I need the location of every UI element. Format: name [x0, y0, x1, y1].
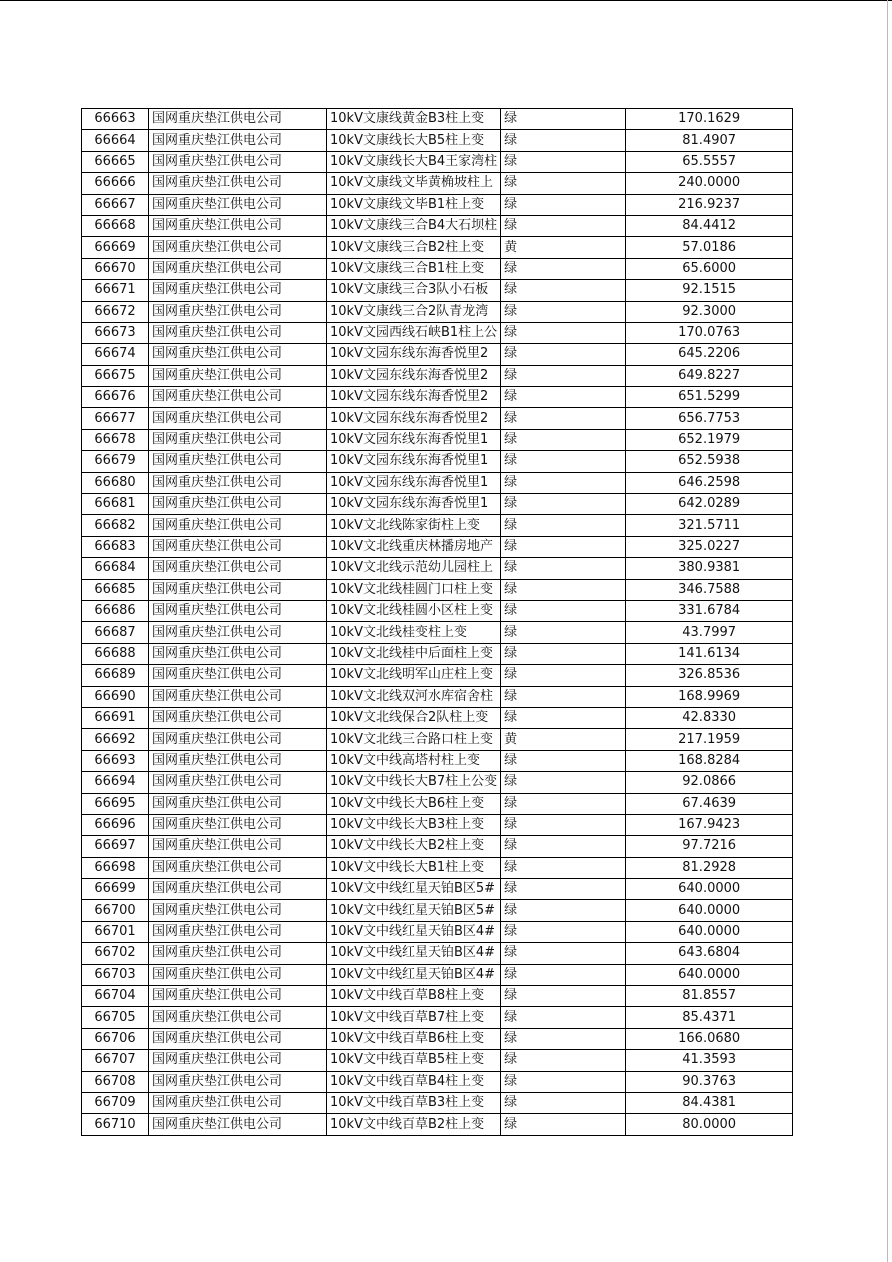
value-cell: 67.4639 — [626, 793, 793, 814]
transformer-name-cell: 10kV文北线示范幼儿园柱上 — [327, 558, 501, 579]
row-id-cell: 66688 — [82, 643, 149, 664]
row-id-cell: 66701 — [82, 921, 149, 942]
company-name-cell: 国网重庆垫江供电公司 — [149, 879, 327, 900]
value-cell: 380.9381 — [626, 558, 793, 579]
company-name-cell: 国网重庆垫江供电公司 — [149, 151, 327, 172]
row-id-cell: 66667 — [82, 194, 149, 215]
transformer-name-cell: 10kV文园东线东海香悦里1 — [327, 451, 501, 472]
table-row — [82, 109, 793, 130]
row-id-cell: 66707 — [82, 1050, 149, 1071]
table-row — [82, 814, 793, 835]
company-name-cell: 国网重庆垫江供电公司 — [149, 836, 327, 857]
row-id-cell: 66673 — [82, 322, 149, 343]
table-row — [82, 429, 793, 450]
table-row — [82, 579, 793, 600]
value-cell: 321.5711 — [626, 515, 793, 536]
row-id-cell: 66693 — [82, 750, 149, 771]
status-cell: 绿 — [501, 1050, 626, 1071]
company-name-cell: 国网重庆垫江供电公司 — [149, 686, 327, 707]
value-cell: 326.8536 — [626, 665, 793, 686]
page-top-border — [0, 0, 892, 1]
value-cell: 170.0763 — [626, 322, 793, 343]
transformer-name-cell: 10kV文中线长大B1柱上变 — [327, 857, 501, 878]
status-cell: 绿 — [501, 536, 626, 557]
status-cell: 绿 — [501, 387, 626, 408]
status-cell: 绿 — [501, 1114, 626, 1135]
row-id-cell: 66710 — [82, 1114, 149, 1135]
transformer-name-cell: 10kV文中线长大B3柱上变 — [327, 814, 501, 835]
value-cell: 645.2206 — [626, 344, 793, 365]
row-id-cell: 66668 — [82, 215, 149, 236]
row-id-cell: 66709 — [82, 1092, 149, 1113]
status-cell: 绿 — [501, 194, 626, 215]
company-name-cell: 国网重庆垫江供电公司 — [149, 237, 327, 258]
status-cell: 绿 — [501, 1092, 626, 1113]
table-row — [82, 258, 793, 279]
row-id-cell: 66674 — [82, 344, 149, 365]
transformer-name-cell: 10kV文园东线东海香悦里2 — [327, 344, 501, 365]
value-cell: 640.0000 — [626, 879, 793, 900]
transformer-name-cell: 10kV文康线黄金B3柱上变 — [327, 109, 501, 130]
transformer-name-cell: 10kV文中线百草B8柱上变 — [327, 986, 501, 1007]
table-row — [82, 921, 793, 942]
value-cell: 90.3763 — [626, 1071, 793, 1092]
row-id-cell: 66708 — [82, 1071, 149, 1092]
table-row — [82, 515, 793, 536]
transformer-name-cell: 10kV文中线百草B4柱上变 — [327, 1071, 501, 1092]
table-row — [82, 1071, 793, 1092]
status-cell: 绿 — [501, 1007, 626, 1028]
transformer-name-cell: 10kV文中线长大B7柱上公变 — [327, 772, 501, 793]
table-row — [82, 408, 793, 429]
status-cell: 绿 — [501, 280, 626, 301]
company-name-cell: 国网重庆垫江供电公司 — [149, 793, 327, 814]
transformer-name-cell: 10kV文中线高塔村柱上变 — [327, 750, 501, 771]
company-name-cell: 国网重庆垫江供电公司 — [149, 515, 327, 536]
row-id-cell: 66696 — [82, 814, 149, 835]
company-name-cell: 国网重庆垫江供电公司 — [149, 365, 327, 386]
row-id-cell: 66694 — [82, 772, 149, 793]
table-row — [82, 707, 793, 728]
status-cell: 绿 — [501, 130, 626, 151]
transformer-name-cell: 10kV文中线百草B3柱上变 — [327, 1092, 501, 1113]
value-cell: 84.4412 — [626, 215, 793, 236]
status-cell: 绿 — [501, 986, 626, 1007]
table-row — [82, 964, 793, 985]
company-name-cell: 国网重庆垫江供电公司 — [149, 344, 327, 365]
transformer-name-cell: 10kV文北线明军山庄柱上变 — [327, 665, 501, 686]
transformer-name-cell: 10kV文北线保合2队柱上变 — [327, 707, 501, 728]
status-cell: 绿 — [501, 707, 626, 728]
value-cell: 325.0227 — [626, 536, 793, 557]
status-cell: 绿 — [501, 258, 626, 279]
status-cell: 绿 — [501, 494, 626, 515]
transformer-name-cell: 10kV文康线三合2队青龙湾 — [327, 301, 501, 322]
company-name-cell: 国网重庆垫江供电公司 — [149, 408, 327, 429]
row-id-cell: 66692 — [82, 729, 149, 750]
row-id-cell: 66671 — [82, 280, 149, 301]
company-name-cell: 国网重庆垫江供电公司 — [149, 943, 327, 964]
value-cell: 80.0000 — [626, 1114, 793, 1135]
value-cell: 331.6784 — [626, 600, 793, 621]
transformer-name-cell: 10kV文中线红星天铂B区4# — [327, 943, 501, 964]
company-name-cell: 国网重庆垫江供电公司 — [149, 387, 327, 408]
value-cell: 640.0000 — [626, 964, 793, 985]
status-cell: 绿 — [501, 344, 626, 365]
company-name-cell: 国网重庆垫江供电公司 — [149, 622, 327, 643]
row-id-cell: 66695 — [82, 793, 149, 814]
table-row — [82, 1007, 793, 1028]
row-id-cell: 66664 — [82, 130, 149, 151]
table-row — [82, 387, 793, 408]
company-name-cell: 国网重庆垫江供电公司 — [149, 301, 327, 322]
value-cell: 640.0000 — [626, 921, 793, 942]
table-row — [82, 237, 793, 258]
transformer-name-cell: 10kV文中线红星天铂B区4# — [327, 921, 501, 942]
table-row — [82, 130, 793, 151]
transformer-name-cell: 10kV文康线文毕B1柱上变 — [327, 194, 501, 215]
transformer-name-cell: 10kV文中线百草B2柱上变 — [327, 1114, 501, 1135]
row-id-cell: 66666 — [82, 173, 149, 194]
value-cell: 217.1959 — [626, 729, 793, 750]
transformer-name-cell: 10kV文中线红星天铂B区5# — [327, 900, 501, 921]
table-row — [82, 173, 793, 194]
value-cell: 240.0000 — [626, 173, 793, 194]
company-name-cell: 国网重庆垫江供电公司 — [149, 1007, 327, 1028]
table-row — [82, 643, 793, 664]
status-cell: 绿 — [501, 322, 626, 343]
value-cell: 167.9423 — [626, 814, 793, 835]
transformer-name-cell: 10kV文中线百草B6柱上变 — [327, 1028, 501, 1049]
table-row — [82, 344, 793, 365]
value-cell: 81.8557 — [626, 986, 793, 1007]
value-cell: 65.5557 — [626, 151, 793, 172]
status-cell: 绿 — [501, 964, 626, 985]
company-name-cell: 国网重庆垫江供电公司 — [149, 194, 327, 215]
value-cell: 168.9969 — [626, 686, 793, 707]
row-id-cell: 66702 — [82, 943, 149, 964]
value-cell: 43.7997 — [626, 622, 793, 643]
table-row — [82, 1092, 793, 1113]
company-name-cell: 国网重庆垫江供电公司 — [149, 173, 327, 194]
table-row — [82, 943, 793, 964]
transformer-name-cell: 10kV文园东线东海香悦里1 — [327, 494, 501, 515]
value-cell: 168.8284 — [626, 750, 793, 771]
transformer-name-cell: 10kV文园西线石峡B1柱上公 — [327, 322, 501, 343]
status-cell: 绿 — [501, 558, 626, 579]
transformer-name-cell: 10kV文中线红星天铂B区5# — [327, 879, 501, 900]
row-id-cell: 66699 — [82, 879, 149, 900]
company-name-cell: 国网重庆垫江供电公司 — [149, 536, 327, 557]
value-cell: 346.7588 — [626, 579, 793, 600]
transformer-name-cell: 10kV文北线陈家街柱上变 — [327, 515, 501, 536]
company-name-cell: 国网重庆垫江供电公司 — [149, 900, 327, 921]
value-cell: 42.8330 — [626, 707, 793, 728]
transformer-name-cell: 10kV文中线百草B5柱上变 — [327, 1050, 501, 1071]
row-id-cell: 66691 — [82, 707, 149, 728]
value-cell: 85.4371 — [626, 1007, 793, 1028]
transformer-name-cell: 10kV文康线三合B4大石坝柱 — [327, 215, 501, 236]
value-cell: 656.7753 — [626, 408, 793, 429]
row-id-cell: 66698 — [82, 857, 149, 878]
row-id-cell: 66677 — [82, 408, 149, 429]
transformer-name-cell: 10kV文北线双河水库宿舍柱 — [327, 686, 501, 707]
transformer-name-cell: 10kV文北线桂变柱上变 — [327, 622, 501, 643]
transformer-name-cell: 10kV文中线长大B6柱上变 — [327, 793, 501, 814]
row-id-cell: 66689 — [82, 665, 149, 686]
row-id-cell: 66675 — [82, 365, 149, 386]
row-id-cell: 66680 — [82, 472, 149, 493]
company-name-cell: 国网重庆垫江供电公司 — [149, 280, 327, 301]
company-name-cell: 国网重庆垫江供电公司 — [149, 986, 327, 1007]
transformer-name-cell: 10kV文北线三合路口柱上变 — [327, 729, 501, 750]
status-cell: 绿 — [501, 408, 626, 429]
status-cell: 绿 — [501, 836, 626, 857]
value-cell: 141.6134 — [626, 643, 793, 664]
table-row — [82, 151, 793, 172]
status-cell: 绿 — [501, 151, 626, 172]
status-cell: 绿 — [501, 793, 626, 814]
company-name-cell: 国网重庆垫江供电公司 — [149, 772, 327, 793]
row-id-cell: 66704 — [82, 986, 149, 1007]
row-id-cell: 66678 — [82, 429, 149, 450]
transformer-name-cell: 10kV文北线桂圆小区柱上变 — [327, 600, 501, 621]
company-name-cell: 国网重庆垫江供电公司 — [149, 750, 327, 771]
row-id-cell: 66672 — [82, 301, 149, 322]
table-row — [82, 836, 793, 857]
table-row — [82, 215, 793, 236]
table-row — [82, 1028, 793, 1049]
table-row — [82, 750, 793, 771]
status-cell: 绿 — [501, 686, 626, 707]
table-row — [82, 536, 793, 557]
table-row — [82, 857, 793, 878]
status-cell: 绿 — [501, 857, 626, 878]
table-row — [82, 472, 793, 493]
company-name-cell: 国网重庆垫江供电公司 — [149, 643, 327, 664]
status-cell: 绿 — [501, 365, 626, 386]
company-name-cell: 国网重庆垫江供电公司 — [149, 322, 327, 343]
transformer-name-cell: 10kV文园东线东海香悦里2 — [327, 387, 501, 408]
value-cell: 170.1629 — [626, 109, 793, 130]
transformer-name-cell: 10kV文康线长大B4王家湾柱 — [327, 151, 501, 172]
status-cell: 绿 — [501, 622, 626, 643]
table-row — [82, 900, 793, 921]
company-name-cell: 国网重庆垫江供电公司 — [149, 1092, 327, 1113]
table-row — [82, 322, 793, 343]
row-id-cell: 66663 — [82, 109, 149, 130]
company-name-cell: 国网重庆垫江供电公司 — [149, 472, 327, 493]
value-cell: 646.2598 — [626, 472, 793, 493]
company-name-cell: 国网重庆垫江供电公司 — [149, 494, 327, 515]
status-cell: 绿 — [501, 600, 626, 621]
row-id-cell: 66665 — [82, 151, 149, 172]
transformer-name-cell: 10kV文康线三合B2柱上变 — [327, 237, 501, 258]
transformer-name-cell: 10kV文中线长大B2柱上变 — [327, 836, 501, 857]
value-cell: 642.0289 — [626, 494, 793, 515]
value-cell: 92.1515 — [626, 280, 793, 301]
company-name-cell: 国网重庆垫江供电公司 — [149, 1071, 327, 1092]
value-cell: 643.6804 — [626, 943, 793, 964]
row-id-cell: 66706 — [82, 1028, 149, 1049]
row-id-cell: 66700 — [82, 900, 149, 921]
status-cell: 绿 — [501, 900, 626, 921]
transformer-name-cell: 10kV文园东线东海香悦里2 — [327, 365, 501, 386]
data-table — [81, 108, 793, 1136]
value-cell: 65.6000 — [626, 258, 793, 279]
table-row — [82, 622, 793, 643]
transformer-name-cell: 10kV文园东线东海香悦里1 — [327, 472, 501, 493]
table-row — [82, 686, 793, 707]
status-cell: 绿 — [501, 301, 626, 322]
company-name-cell: 国网重庆垫江供电公司 — [149, 600, 327, 621]
company-name-cell: 国网重庆垫江供电公司 — [149, 215, 327, 236]
company-name-cell: 国网重庆垫江供电公司 — [149, 558, 327, 579]
row-id-cell: 66685 — [82, 579, 149, 600]
table-row — [82, 1114, 793, 1135]
value-cell: 81.4907 — [626, 130, 793, 151]
company-name-cell: 国网重庆垫江供电公司 — [149, 451, 327, 472]
status-cell: 绿 — [501, 173, 626, 194]
company-name-cell: 国网重庆垫江供电公司 — [149, 665, 327, 686]
table-row — [82, 772, 793, 793]
transformer-name-cell: 10kV文北线重庆林播房地产 — [327, 536, 501, 557]
value-cell: 649.8227 — [626, 365, 793, 386]
company-name-cell: 国网重庆垫江供电公司 — [149, 707, 327, 728]
table-row — [82, 194, 793, 215]
transformer-name-cell: 10kV文康线文毕黄桷坡柱上 — [327, 173, 501, 194]
value-cell: 652.1979 — [626, 429, 793, 450]
row-id-cell: 66686 — [82, 600, 149, 621]
row-id-cell: 66681 — [82, 494, 149, 515]
status-cell: 绿 — [501, 472, 626, 493]
status-cell: 绿 — [501, 879, 626, 900]
table-row — [82, 879, 793, 900]
table-row — [82, 793, 793, 814]
row-id-cell: 66705 — [82, 1007, 149, 1028]
status-cell: 绿 — [501, 643, 626, 664]
row-id-cell: 66683 — [82, 536, 149, 557]
row-id-cell: 66687 — [82, 622, 149, 643]
page-right-edge — [887, 0, 888, 1262]
company-name-cell: 国网重庆垫江供电公司 — [149, 579, 327, 600]
status-cell: 绿 — [501, 943, 626, 964]
company-name-cell: 国网重庆垫江供电公司 — [149, 109, 327, 130]
status-cell: 黄 — [501, 729, 626, 750]
value-cell: 652.5938 — [626, 451, 793, 472]
value-cell: 97.7216 — [626, 836, 793, 857]
table-row — [82, 301, 793, 322]
company-name-cell: 国网重庆垫江供电公司 — [149, 1114, 327, 1135]
transformer-name-cell: 10kV文康线长大B5柱上变 — [327, 130, 501, 151]
row-id-cell: 66703 — [82, 964, 149, 985]
transformer-name-cell: 10kV文园东线东海香悦里2 — [327, 408, 501, 429]
table-row — [82, 365, 793, 386]
status-cell: 绿 — [501, 921, 626, 942]
value-cell: 640.0000 — [626, 900, 793, 921]
transformer-name-cell: 10kV文北线桂中后面柱上变 — [327, 643, 501, 664]
status-cell: 黄 — [501, 237, 626, 258]
value-cell: 41.3593 — [626, 1050, 793, 1071]
status-cell: 绿 — [501, 665, 626, 686]
row-id-cell: 66690 — [82, 686, 149, 707]
value-cell: 651.5299 — [626, 387, 793, 408]
value-cell: 166.0680 — [626, 1028, 793, 1049]
status-cell: 绿 — [501, 579, 626, 600]
table-row — [82, 1050, 793, 1071]
company-name-cell: 国网重庆垫江供电公司 — [149, 729, 327, 750]
table-row — [82, 665, 793, 686]
company-name-cell: 国网重庆垫江供电公司 — [149, 130, 327, 151]
company-name-cell: 国网重庆垫江供电公司 — [149, 258, 327, 279]
company-name-cell: 国网重庆垫江供电公司 — [149, 1050, 327, 1071]
row-id-cell: 66697 — [82, 836, 149, 857]
status-cell: 绿 — [501, 1071, 626, 1092]
status-cell: 绿 — [501, 109, 626, 130]
table-row — [82, 986, 793, 1007]
company-name-cell: 国网重庆垫江供电公司 — [149, 964, 327, 985]
value-cell: 81.2928 — [626, 857, 793, 878]
row-id-cell: 66682 — [82, 515, 149, 536]
value-cell: 84.4381 — [626, 1092, 793, 1113]
transformer-name-cell: 10kV文中线红星天铂B区4# — [327, 964, 501, 985]
status-cell: 绿 — [501, 772, 626, 793]
row-id-cell: 66669 — [82, 237, 149, 258]
status-cell: 绿 — [501, 814, 626, 835]
transformer-name-cell: 10kV文园东线东海香悦里1 — [327, 429, 501, 450]
row-id-cell: 66679 — [82, 451, 149, 472]
status-cell: 绿 — [501, 1028, 626, 1049]
row-id-cell: 66684 — [82, 558, 149, 579]
company-name-cell: 国网重庆垫江供电公司 — [149, 429, 327, 450]
table-row — [82, 558, 793, 579]
company-name-cell: 国网重庆垫江供电公司 — [149, 921, 327, 942]
value-cell: 92.3000 — [626, 301, 793, 322]
row-id-cell: 66676 — [82, 387, 149, 408]
table-row — [82, 494, 793, 515]
table-row — [82, 451, 793, 472]
value-cell: 92.0866 — [626, 772, 793, 793]
status-cell: 绿 — [501, 750, 626, 771]
transformer-name-cell: 10kV文康线三合3队小石板 — [327, 280, 501, 301]
company-name-cell: 国网重庆垫江供电公司 — [149, 814, 327, 835]
table-row — [82, 729, 793, 750]
status-cell: 绿 — [501, 451, 626, 472]
row-id-cell: 66670 — [82, 258, 149, 279]
value-cell: 57.0186 — [626, 237, 793, 258]
value-cell: 216.9237 — [626, 194, 793, 215]
company-name-cell: 国网重庆垫江供电公司 — [149, 857, 327, 878]
table-row — [82, 600, 793, 621]
status-cell: 绿 — [501, 215, 626, 236]
table-row — [82, 280, 793, 301]
status-cell: 绿 — [501, 515, 626, 536]
transformer-name-cell: 10kV文中线百草B7柱上变 — [327, 1007, 501, 1028]
transformer-name-cell: 10kV文康线三合B1柱上变 — [327, 258, 501, 279]
company-name-cell: 国网重庆垫江供电公司 — [149, 1028, 327, 1049]
transformer-name-cell: 10kV文北线桂圆门口柱上变 — [327, 579, 501, 600]
status-cell: 绿 — [501, 429, 626, 450]
